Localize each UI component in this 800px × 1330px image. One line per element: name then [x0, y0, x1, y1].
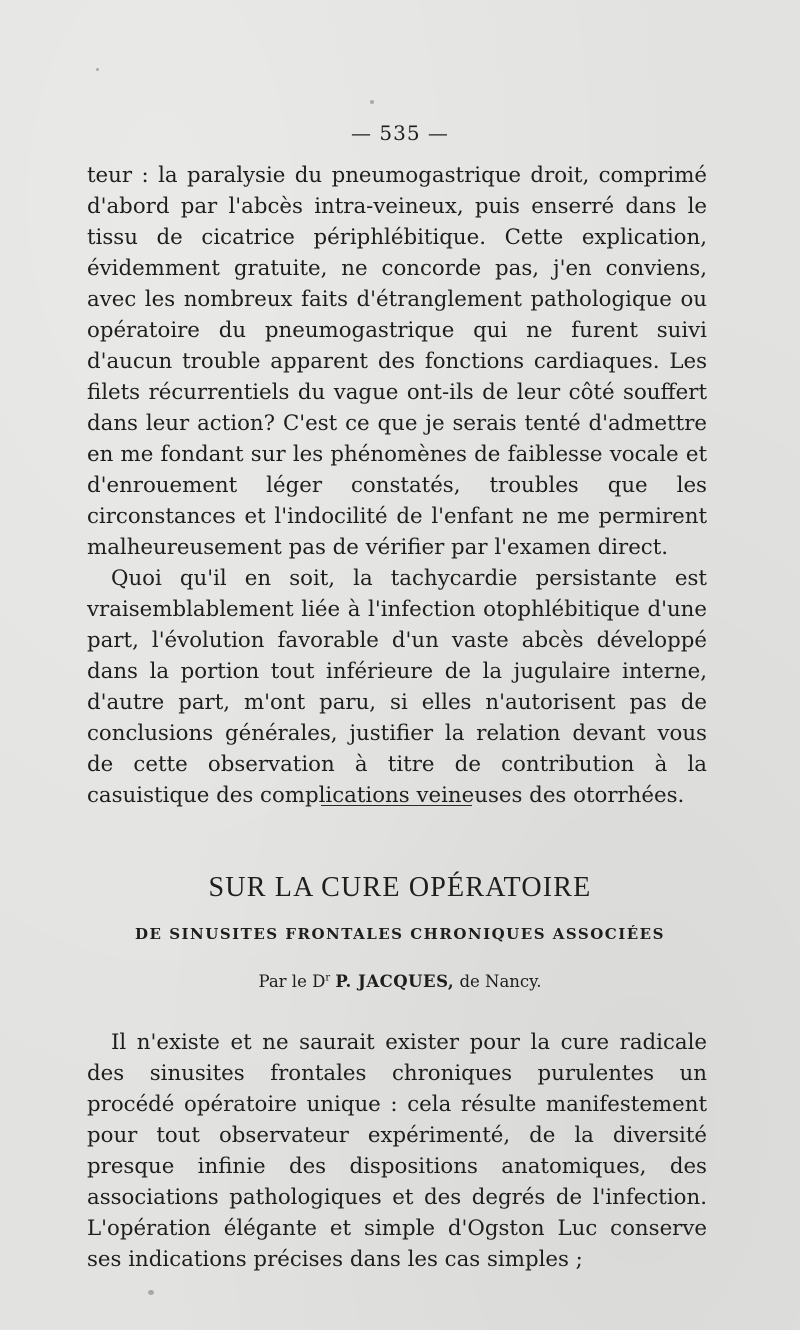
article-subtitle: DE SINUSITES FRONTALES CHRONIQUES ASSOCIÉES [135, 925, 665, 943]
article-title: SUR LA CURE OPÉRATOIRE [208, 872, 592, 903]
section-divider [321, 805, 472, 806]
paragraph: Il n'existe et ne saurait exister pour la cure radicale des sinusites frontales chroniques purulentes un procédé opératoire unique : cela résulte manifestement pour tout observateur expérimenté, de la diversité presque infinie des dispositions anatomiques, des associations pathologiques et des degrés de l'infection. L'opération élégante et simple d'Ogston Luc conserve ses indications précises dans les cas simples ; [87, 1030, 707, 1272]
paragraph: Quoi qu'il en soit, la tachycardie persistante est vraisemblablement liée à l'infection otophlébitique d'une part, l'évolution favorable d'un vaste abcès développé dans la portion tout inférieure de la jugulaire interne, d'autre part, m'ont paru, si elles n'autorisent pas de conclusions générales, justifier la relation devant vous de cette observation à titre de contribution à la casuistique des complications veineuses des otorrhées. [87, 566, 707, 808]
body-text-bottom [87, 1027, 707, 1275]
paper-speck [148, 1290, 154, 1295]
body-text-top [87, 160, 707, 811]
page-number: — 535 — [351, 121, 449, 145]
byline-prefix: Par le D [258, 972, 326, 991]
author-name: P. JACQUES, [335, 972, 455, 991]
paper-speck [370, 100, 374, 104]
byline-suffix: de Nancy. [459, 972, 542, 991]
paragraph: teur : la paralysie du pneumogastrique droit, comprimé d'abord par l'abcès intra-veineux, puis enserré dans le tissu de cicatrice périphlébitique. Cette explication, évidemment gratuite, ne concorde pas, j'en conviens, avec les nombreux faits d'étranglement pathologique ou opératoire du pneumogastrique qui ne furent suivi d'aucun trouble apparent des fonctions cardiaques. Les filets récurrentiels du vague ont-ils de leur côté souffert dans leur action? C'est ce que je serais tenté d'admettre en me fondant sur les phénomènes de faiblesse vocale et d'enrouement léger constatés, troubles que les circonstances et l'indocilité de l'enfant ne me permirent malheureusement pas de vérifier par l'examen direct. [87, 163, 707, 560]
paper-speck [96, 68, 99, 71]
paper-speck [700, 706, 702, 708]
byline [0, 972, 800, 991]
byline-sup: r [325, 972, 331, 984]
